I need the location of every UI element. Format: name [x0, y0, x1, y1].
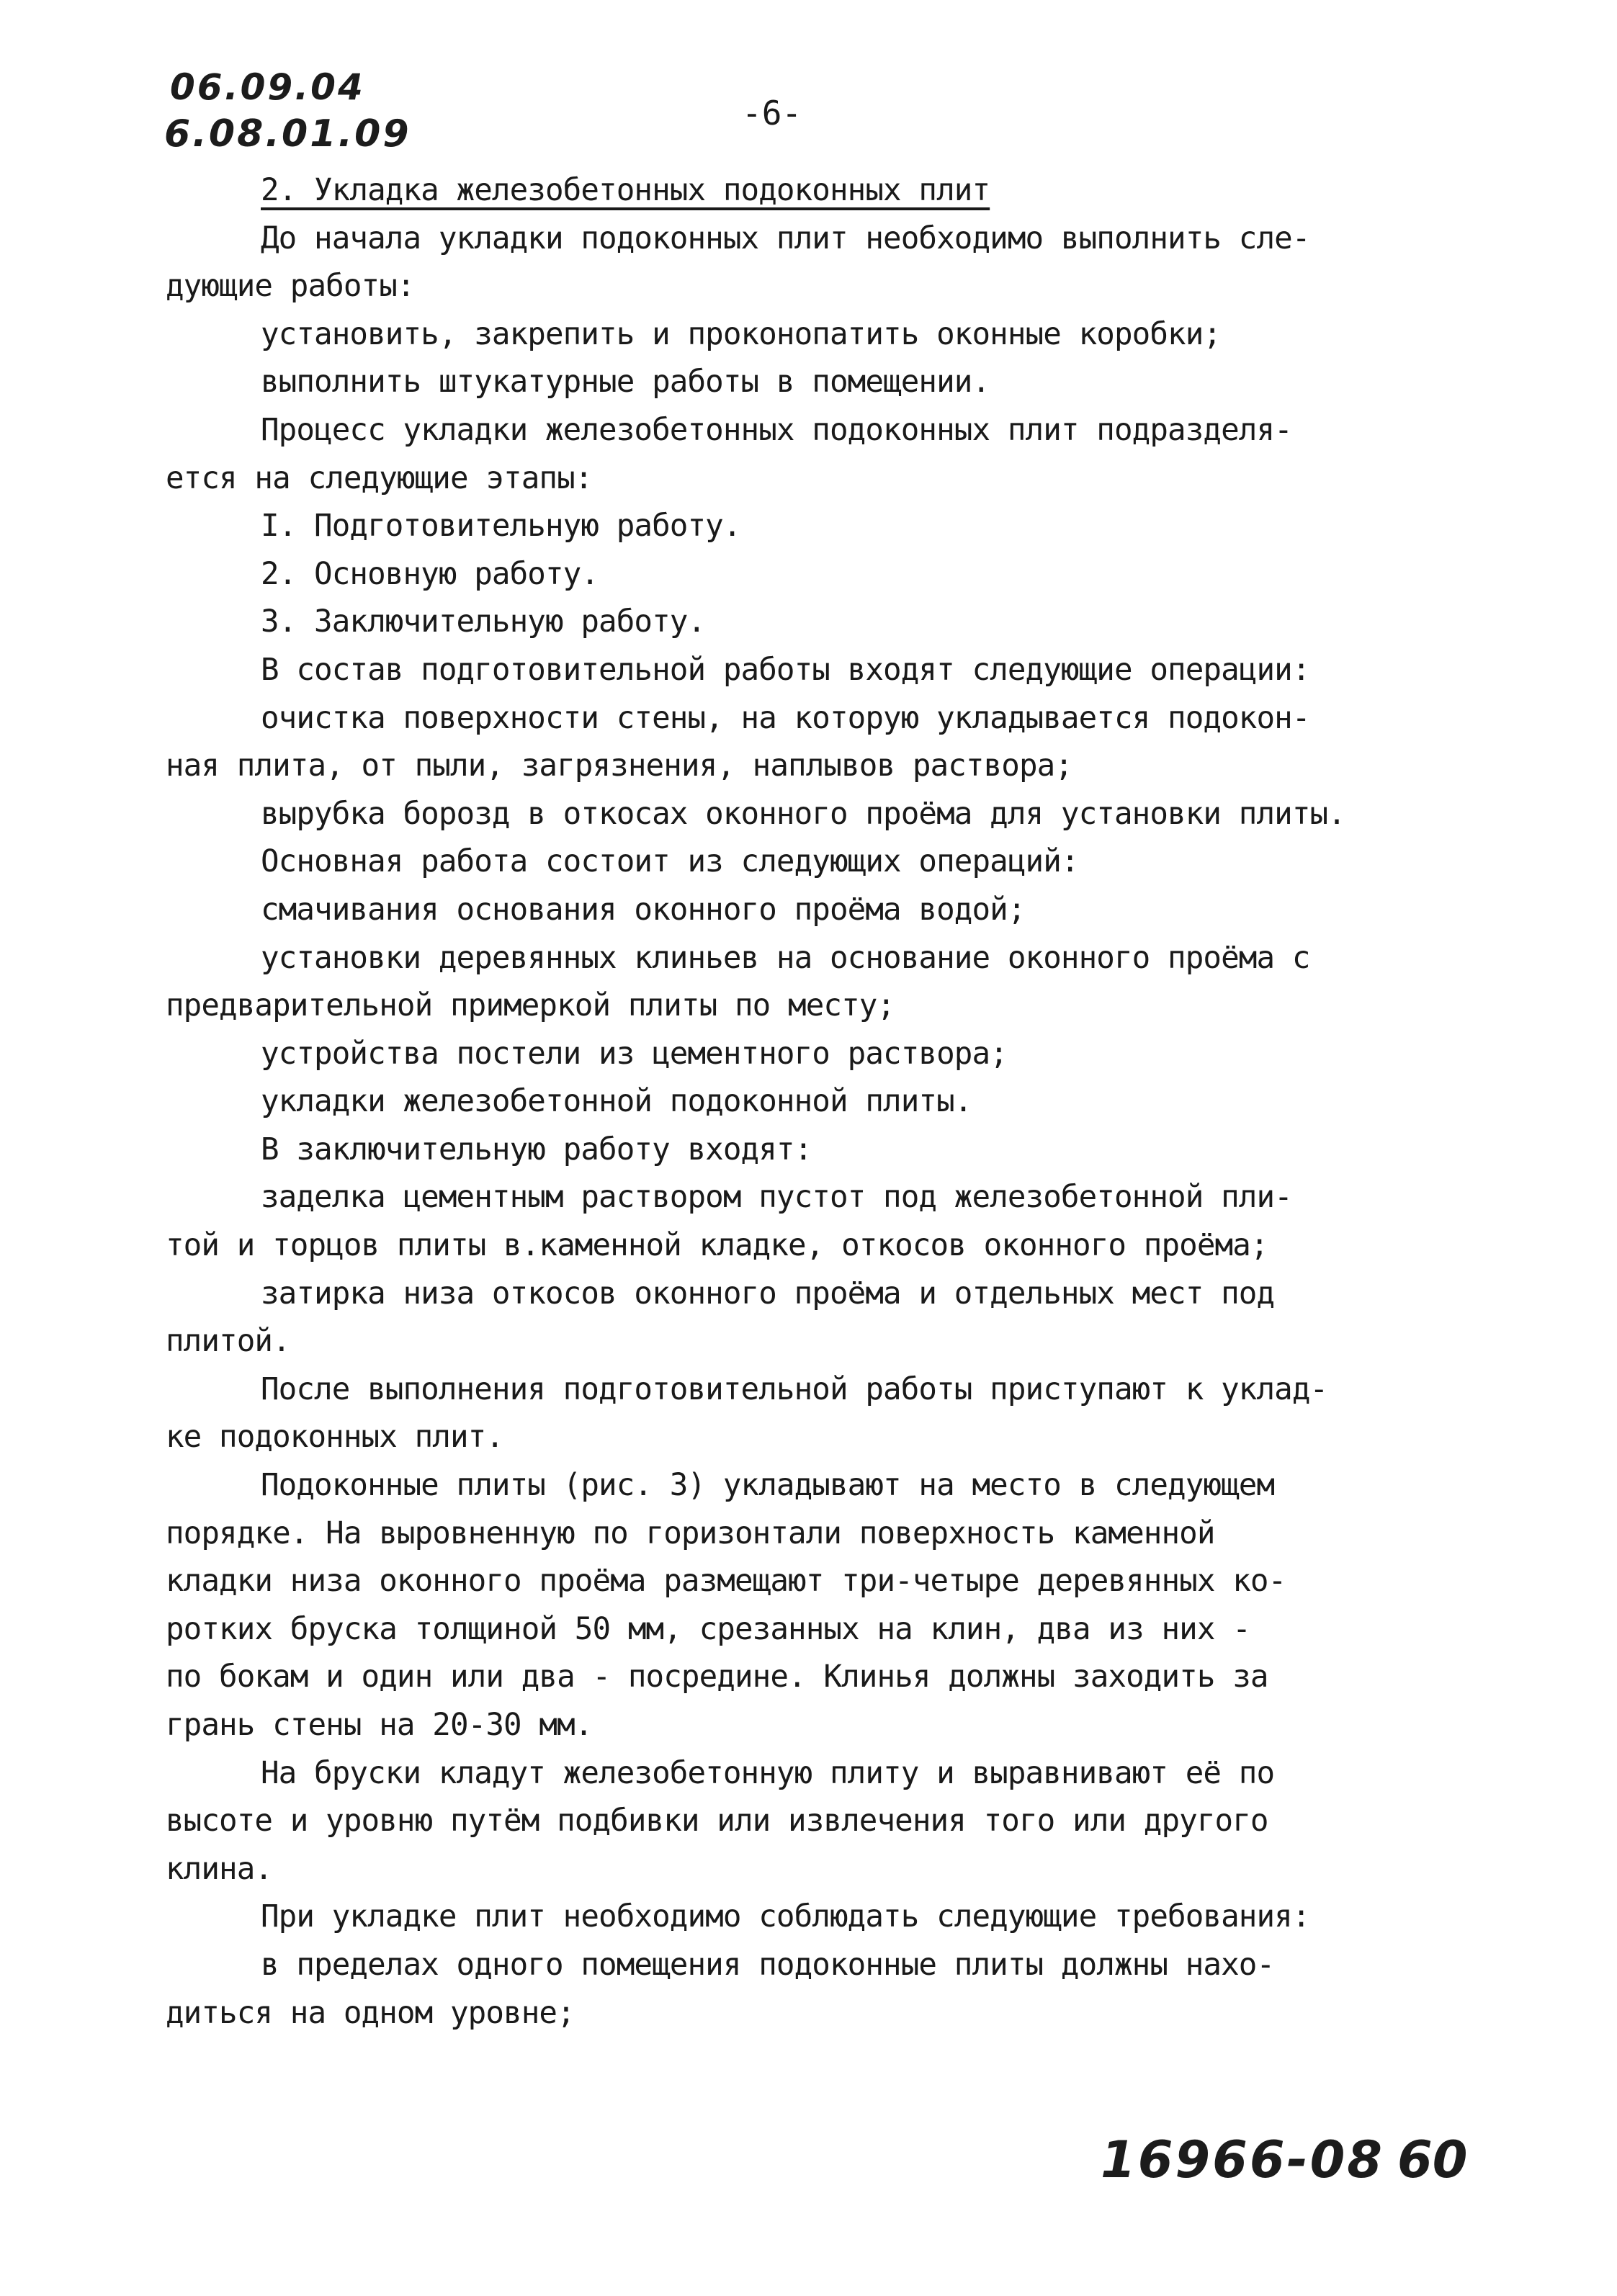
text-line: заделка цементным раствором пустот под железобетонной пли- [261, 1180, 1292, 1216]
text-line: дующие работы: [166, 269, 415, 305]
text-line: ке подоконных плит. [166, 1420, 504, 1456]
text-line: очистка поверхности стены, на которую укладывается подокон- [261, 700, 1310, 736]
text-line: выполнить штукатурные работы в помещении. [261, 364, 990, 400]
text-line: по бокам и один или два - посредине. Клинья должны заходить за [166, 1659, 1268, 1695]
text-line: 2. Основную работу. [261, 556, 599, 592]
text-line: На бруски кладут железобетонную плиту и выравнивают её по [261, 1755, 1275, 1791]
text-line: грань стены на 20-30 мм. [166, 1708, 593, 1743]
text-line: 3. Заключительную работу. [261, 604, 706, 640]
text-line: После выполнения подготовительной работы приступают к уклад- [261, 1371, 1328, 1407]
text-line: высоте и уровню путём подбивки или извлечения того или другого [166, 1803, 1268, 1839]
text-line: ется на следующие этапы: [166, 460, 593, 496]
handwritten-sheet-number: 60 [1397, 2130, 1468, 2189]
text-line: диться на одном уровне; [166, 1995, 575, 2031]
text-line: той и торцов плиты в.каменной кладке, откосов оконного проёма; [166, 1228, 1268, 1264]
text-line: В заключительную работу входят: [261, 1131, 812, 1167]
handwritten-document-number: 16966-08 [1101, 2130, 1384, 2189]
text-line: в пределах одного помещения подоконные плиты должны нахо- [261, 1947, 1275, 1983]
handwritten-code-line1: 06.09.04 [170, 66, 365, 108]
text-line: вырубка борозд в откосах оконного проёма для установки плиты. [261, 796, 1345, 832]
text-line: ротких бруска толщиной 50 мм, срезанных на клин, два из них - [166, 1611, 1250, 1647]
text-line: устройства постели из цементного раствора; [261, 1036, 1008, 1072]
text-line: При укладке плит необходимо соблюдать следующие требования: [261, 1899, 1310, 1935]
section-heading: 2. Укладка железобетонных подоконных плит [261, 173, 990, 208]
text-line: клина. [166, 1851, 273, 1887]
text-line: В состав подготовительной работы входят следующие операции: [261, 652, 1310, 688]
page-number: -6- [742, 94, 802, 133]
handwritten-code-line2: 6.08.01.09 [164, 112, 411, 156]
text-line: Основная работа состоит из следующих операций: [261, 844, 1079, 880]
text-line: плитой. [166, 1324, 290, 1360]
text-line: I. Подготовительную работу. [261, 508, 741, 544]
text-line: Подоконные плиты (рис. 3) укладывают на место в следующем [261, 1468, 1275, 1504]
text-line: порядке. На выровненную по горизонтали поверхность каменной [166, 1515, 1215, 1551]
text-line: установки деревянных клиньев на основание оконного проёма с [261, 940, 1310, 976]
text-line: укладки железобетонной подоконной плиты. [261, 1084, 972, 1120]
text-line: Процесс укладки железобетонных подоконных плит подразделя- [261, 412, 1292, 448]
text-line: кладки низа оконного проёма размещают три-четыре деревянных ко- [166, 1564, 1286, 1600]
text-line: затирка низа откосов оконного проёма и отдельных мест под [261, 1275, 1275, 1311]
text-line: установить, закрепить и проконопатить оконные коробки; [261, 316, 1222, 352]
text-line: ная плита, от пыли, загрязнения, наплывов раствора; [166, 748, 1073, 784]
text-line: смачивания основания оконного проёма водой; [261, 892, 1026, 928]
text-line: До начала укладки подоконных плит необходимо выполнить сле- [261, 220, 1310, 256]
document-body [166, 167, 1477, 2037]
text-line: предварительной примеркой плиты по месту; [166, 988, 895, 1024]
